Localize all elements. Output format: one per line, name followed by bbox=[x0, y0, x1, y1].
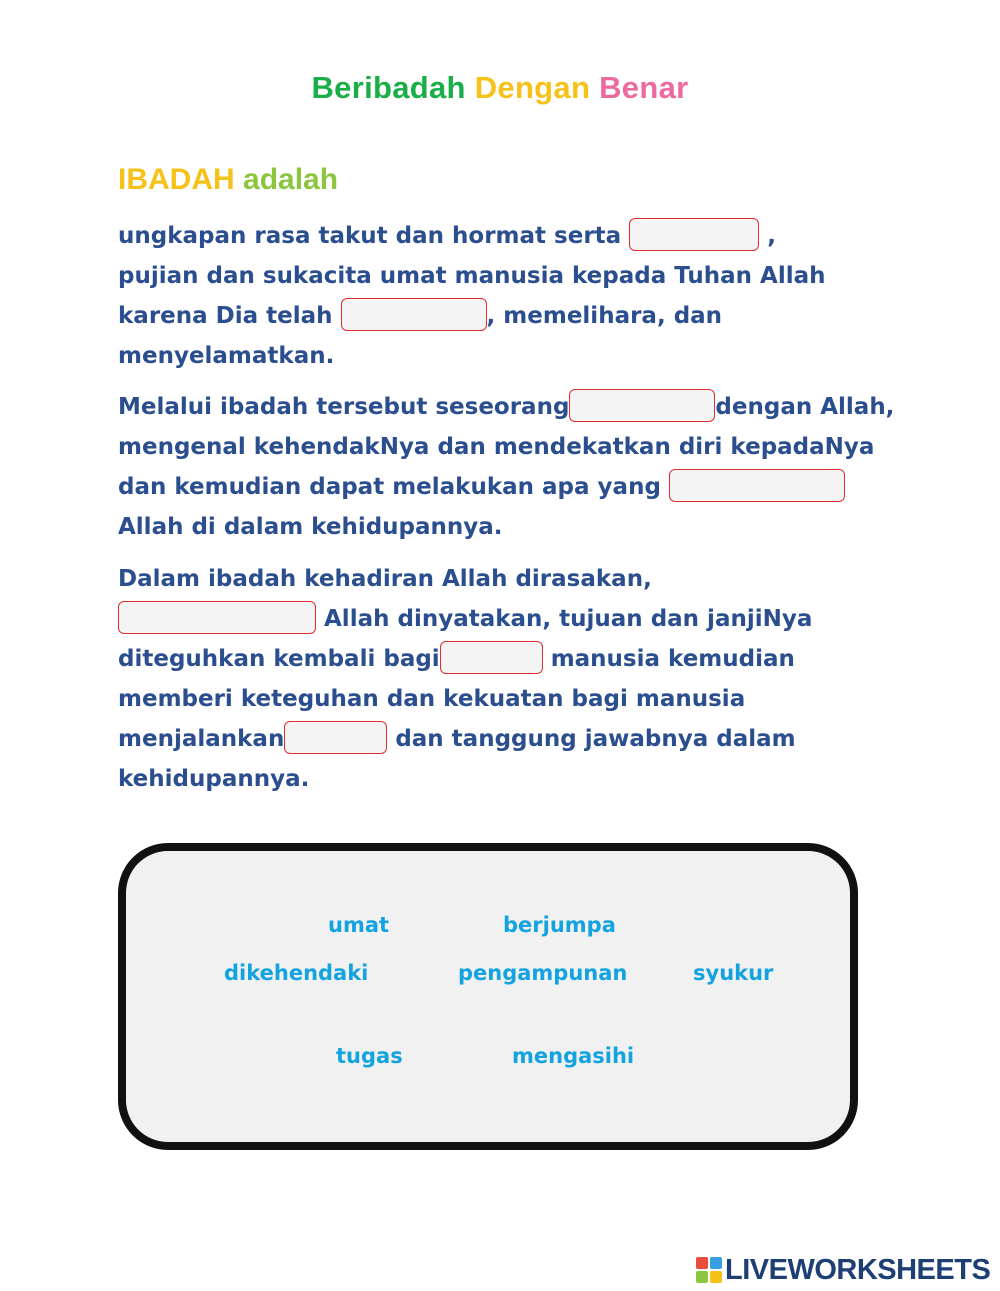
word-option-syukur[interactable]: syukur bbox=[693, 961, 774, 985]
word-option-berjumpa[interactable]: berjumpa bbox=[503, 913, 616, 937]
heading-adalah: adalah bbox=[243, 163, 339, 196]
section-heading bbox=[118, 163, 338, 197]
answer-blank-4[interactable] bbox=[669, 469, 845, 502]
title-part-3: Benar bbox=[599, 70, 689, 105]
paragraph-text: Allah dinyatakan, tujuan dan janjiNya diteguhkan kembali bagi bbox=[118, 606, 813, 672]
word-option-pengampunan[interactable]: pengampunan bbox=[458, 961, 628, 985]
answer-blank-2[interactable] bbox=[341, 298, 487, 331]
word-option-dikehendaki[interactable]: dikehendaki bbox=[224, 961, 369, 985]
liveworksheets-logo bbox=[696, 1253, 990, 1287]
paragraph-3 bbox=[118, 559, 908, 799]
paragraph-text: Allah di dalam kehidupannya. bbox=[118, 514, 503, 540]
paragraph-text: ungkapan rasa takut dan hormat serta bbox=[118, 223, 630, 249]
paragraph-text: manusia kemudian memberi keteguhan dan kekuatan bagi manusia menjalankan bbox=[118, 646, 795, 752]
answer-blank-1[interactable] bbox=[629, 218, 759, 251]
logo-text: LIVEWORKSHEETS bbox=[725, 1253, 991, 1286]
word-option-umat[interactable]: umat bbox=[328, 913, 390, 937]
answer-blank-6[interactable] bbox=[440, 641, 543, 674]
title-part-1: Beribadah bbox=[311, 70, 466, 105]
paragraph-text: Melalui ibadah tersebut seseorang bbox=[118, 394, 570, 420]
paragraph-text: Dalam ibadah kehadiran Allah dirasakan, bbox=[118, 566, 652, 592]
paragraph-1 bbox=[118, 216, 908, 376]
paragraph-text: pujian dan sukacita umat manusia kepada Tuhan Allah karena Dia telah bbox=[118, 263, 826, 329]
paragraph-text: , bbox=[759, 223, 776, 249]
paragraph-text: dan tanggung jawabnya dalam kehidupannya. bbox=[118, 726, 796, 792]
page-title bbox=[0, 70, 1000, 106]
answer-blank-7[interactable] bbox=[284, 721, 387, 754]
word-option-mengasihi[interactable]: mengasihi bbox=[512, 1044, 635, 1068]
heading-ibadah: IBADAH bbox=[118, 163, 235, 196]
answer-blank-3[interactable] bbox=[569, 389, 715, 422]
paragraph-text: , memelihara, dan menyelamatkan. bbox=[118, 303, 723, 369]
title-part-2: Dengan bbox=[474, 70, 591, 105]
logo-blocks-icon bbox=[696, 1257, 722, 1283]
answer-blank-5[interactable] bbox=[118, 601, 316, 634]
word-option-tugas[interactable]: tugas bbox=[336, 1044, 403, 1068]
word-bank bbox=[118, 843, 858, 1150]
paragraph-text: dengan Allah, mengenal kehendakNya dan mendekatkan diri kepadaNya dan kemudian dapat melakukan apa yang bbox=[118, 394, 895, 500]
paragraph-2 bbox=[118, 387, 908, 547]
